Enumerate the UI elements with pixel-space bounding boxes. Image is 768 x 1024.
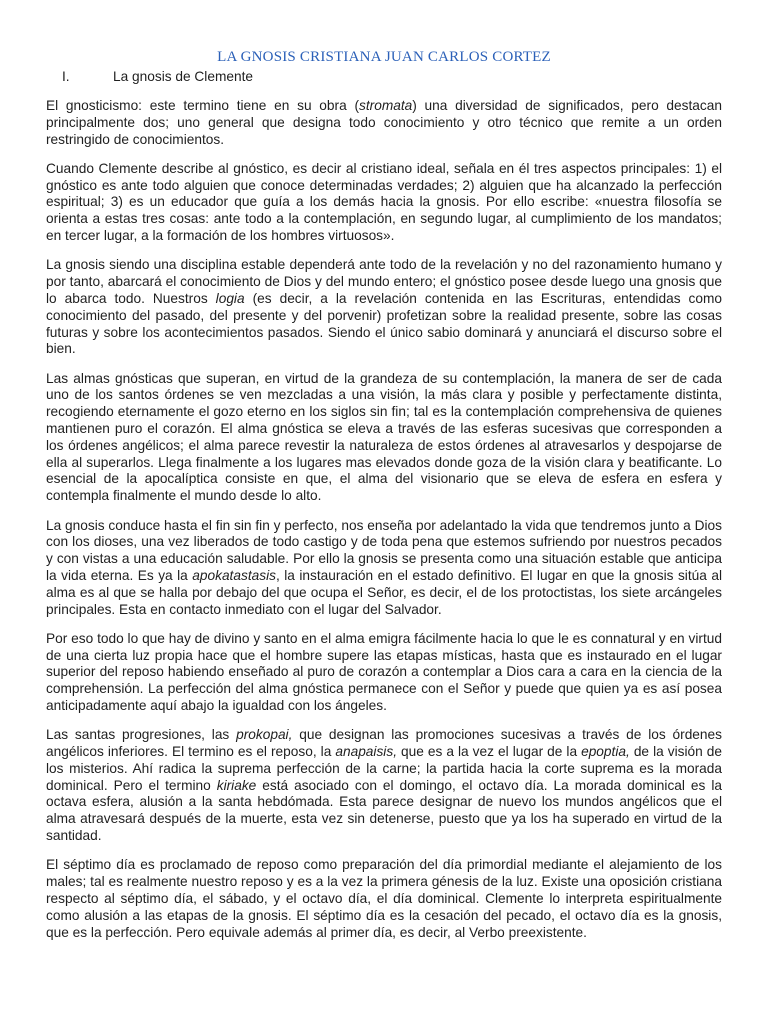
text-run: está asociado con el domingo, el octavo día. La morada dominical es la octava esfera, alusión a la santa hebdómada. Esta parece designar de nuevo los mundos angélicos que el alma atravesará después de la muerte, esta vez sin detenerse, puesto que ya los ha superado en virtud de la santidad. [46,777,722,844]
text-run: ) una diversidad de significados, pero destacan principalmente dos; uno general que designa todo conocimiento y otro técnico que remite a un orden restringido de conocimientos. [46,98,722,147]
text-run: Por eso todo lo que hay de divino y santo en el alma emigra fácilmente hacia lo que le es connatural y en virtud de una cierta luz propia hace que el hombre supere las etapas místicas, hasta que es instaurado en el lugar superior del reposo habiendo enseñado al puro de corazón a contemplar a Dios cara a cara en la ciencia de la comprehensión. La perfección del alma gnóstica permanece con el Señor y puede que quien ya es así posea anticipadamente aquí abajo la igualdad con los ángeles. [46,630,722,713]
section-number: I. [62,69,70,84]
italic-term: apokatastasis [192,567,276,583]
text-run: que es a la vez el lugar de la [397,744,582,760]
body-text [46,98,722,941]
italic-term: stromata [359,98,413,113]
paragraph [46,857,722,941]
italic-term: anapaisis, [335,744,397,760]
italic-term: kiriake [216,777,257,793]
text-run: Las santas progresiones, las [46,727,237,743]
paragraph [46,631,722,715]
paragraph [46,518,722,619]
section-heading [62,68,722,85]
paragraph [46,161,722,245]
paragraph [46,727,722,845]
italic-term: prokopai, [236,727,293,743]
text-run: Cuando Clemente describe al gnóstico, es decir al cristiano ideal, señala en él tres aspectos principales: 1) el gnóstico es ante todo alguien que conoce determinadas verdades; 2) alguien que ha alcanzado la perfección espiritual; 3) es un educador que guía a los demás hacia la gnosis. Por ello escribe: «nuestra filosofía se orienta a estas tres cosas: ante todo a la contemplación, en segundo lugar, al cumplimiento de los mandatos; en tercer lugar, a la formación de los hombres virtuosos». [46,160,722,244]
italic-term: epoptia, [581,744,630,760]
text-run: (es decir, a la revelación contenida en las Escrituras, entendidas como conocimiento del pasado, del presente y del porvenir) profetizan sobre la realidad presente, sobre las cosas futuras y sobre los acontecimientos pasados. Siendo el único sabio dominará y anunciará el discurso sobre el bien. [46,290,722,357]
text-run: La gnosis conduce hasta el fin sin fin y perfecto, nos enseña por adelantado la vida que tendremos junto a Dios con los dioses, una vez liberados de todo castigo y de toda pena que estemos sufriendo por nuestros pecados y con vistas a una educación saludable. Por ello la gnosis se presenta como una situación estable que anticipa la vida eterna. Es ya la [46,517,722,583]
italic-term: logia [215,290,245,306]
paragraph [46,98,722,148]
text-run: , la instauración en el estado definitivo. El lugar en que la gnosis sitúa al alma es al que se halla por debajo del que ocupa el Señor, es decir, el de los protoctistas, los siete arcángeles principales. Esta en contacto inmediato con el lugar del Salvador. [46,567,722,617]
document-title: LA GNOSIS CRISTIANA JUAN CARLOS CORTEZ [217,49,551,65]
section-label: La gnosis de Clemente [113,69,254,84]
text-run: de la visión de los misterios. Ahí radica la suprema perfección de la carne; la partida hacia la corte suprema es la morada dominical. Pero el termino [46,744,722,793]
paragraph [46,371,722,505]
paragraph [46,257,722,358]
text-run: El séptimo día es proclamado de reposo como preparación del día primordial mediante el alejamiento de los males; tal es realmente nuestro reposo y es a la vez la primera génesis de la luz. Existe una oposición cristiana respecto al séptimo día, el sábado, y el octavo día, el día dominical. Clemente lo interpreta espiritualmente como alusión a las etapas de la gnosis. El séptimo día es la cesación del pecado, el octavo día es la gnosis, que es la perfección. Pero equivale además al primer día, es decir, al Verbo preexistente. [46,857,722,940]
text-run: La gnosis siendo una disciplina estable dependerá ante todo de la revelación y no del razonamiento humano y por tanto, abarcará el conocimiento de Dios y del mundo entero; el gnóstico posee desde luego una gnosis que lo abarca todo. Nuestros [46,257,722,306]
text-run: que designan las promociones sucesivas a través de los órdenes angélicos inferiores. El termino es el reposo, la [46,727,722,760]
text-run: El gnosticismo: este termino tiene en su obra ( [46,98,359,113]
text-run: Las almas gnósticas que superan, en virtud de la grandeza de su contemplación, la manera de ser de cada uno de los santos órdenes se ven mezcladas a una visión, la más clara y posible y perfectamente distinta, recogiendo eternamente el gozo eterno en los siglos sin fin; tal es la contemplación comprehensiva de quienes mantienen puro el corazón. El alma gnóstica se eleva a través de las esferas sucesivas que corresponden a los órdenes angélicos; el alma parece revestir la naturaleza de estos órdenes al atravesarlos y despojarse de ella al superarlos. Llega finalmente a los lugares mas elevados donde goza de la visión clara y beatificante. Lo esencial de la apocalíptica consiste en que, el alma del visionario que se eleva de esfera en esfera y contempla finalmente el mundo desde lo alto. [46,370,722,504]
